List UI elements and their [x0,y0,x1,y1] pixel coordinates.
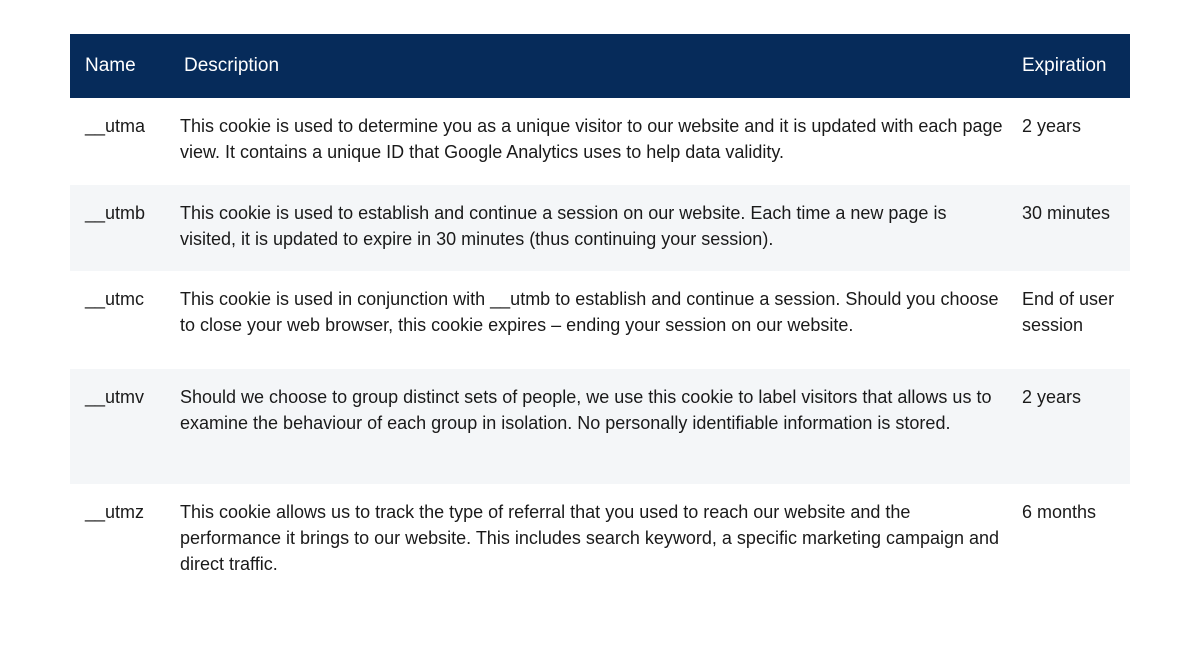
cookie-expiration-cell: 2 years [1022,387,1082,407]
cookie-name-cell: __utmc [85,289,145,309]
cookie-expiration-cell: 2 years [1022,116,1082,136]
cookie-description-cell: This cookie is used in conjunction with __utmb to establish and continue a session. Should you choose to close your web browser, this cookie expires – ending your session on our website. [180,289,999,335]
table-header [70,34,1130,98]
cookie-table [70,34,1130,594]
cookie-description-cell: This cookie is used to establish and continue a session on our website. Each time a new page is visited, it is updated to expire in 30 minutes (thus continuing your session). [180,203,947,249]
header-row [70,34,1130,98]
table-row [70,185,1130,271]
table-row [70,484,1130,594]
table-row [70,98,1130,185]
cookie-description-cell: This cookie is used to determine you as a unique visitor to our website and it is updated with each page view. It contains a unique ID that Google Analytics uses to help data validity. [180,116,1003,162]
table-row [70,271,1130,369]
cookie-name-cell: __utmb [85,203,146,223]
cookie-expiration-cell: 30 minutes [1022,203,1111,223]
column-header-name: Name [85,55,136,76]
table-row [70,369,1130,484]
cookie-description-cell: Should we choose to group distinct sets of people, we use this cookie to label visitors that allows us to examine the behaviour of each group in isolation. No personally identifiable information is stored. [180,387,992,433]
column-header-description: Description [184,55,280,76]
cookie-expiration-cell: End of user session [1022,289,1115,335]
cookie-expiration-cell: 6 months [1022,502,1097,522]
column-header-expiration: Expiration [1022,55,1107,76]
cookie-name-cell: __utmz [85,502,145,522]
table-body [70,98,1130,594]
cookie-name-cell: __utmv [85,387,145,407]
cookie-description-cell: This cookie allows us to track the type of referral that you used to reach our website and the performance it brings to our website. This includes search keyword, a specific marketing campaign and direct traffic. [180,502,1000,574]
cookie-name-cell: __utma [85,116,146,136]
